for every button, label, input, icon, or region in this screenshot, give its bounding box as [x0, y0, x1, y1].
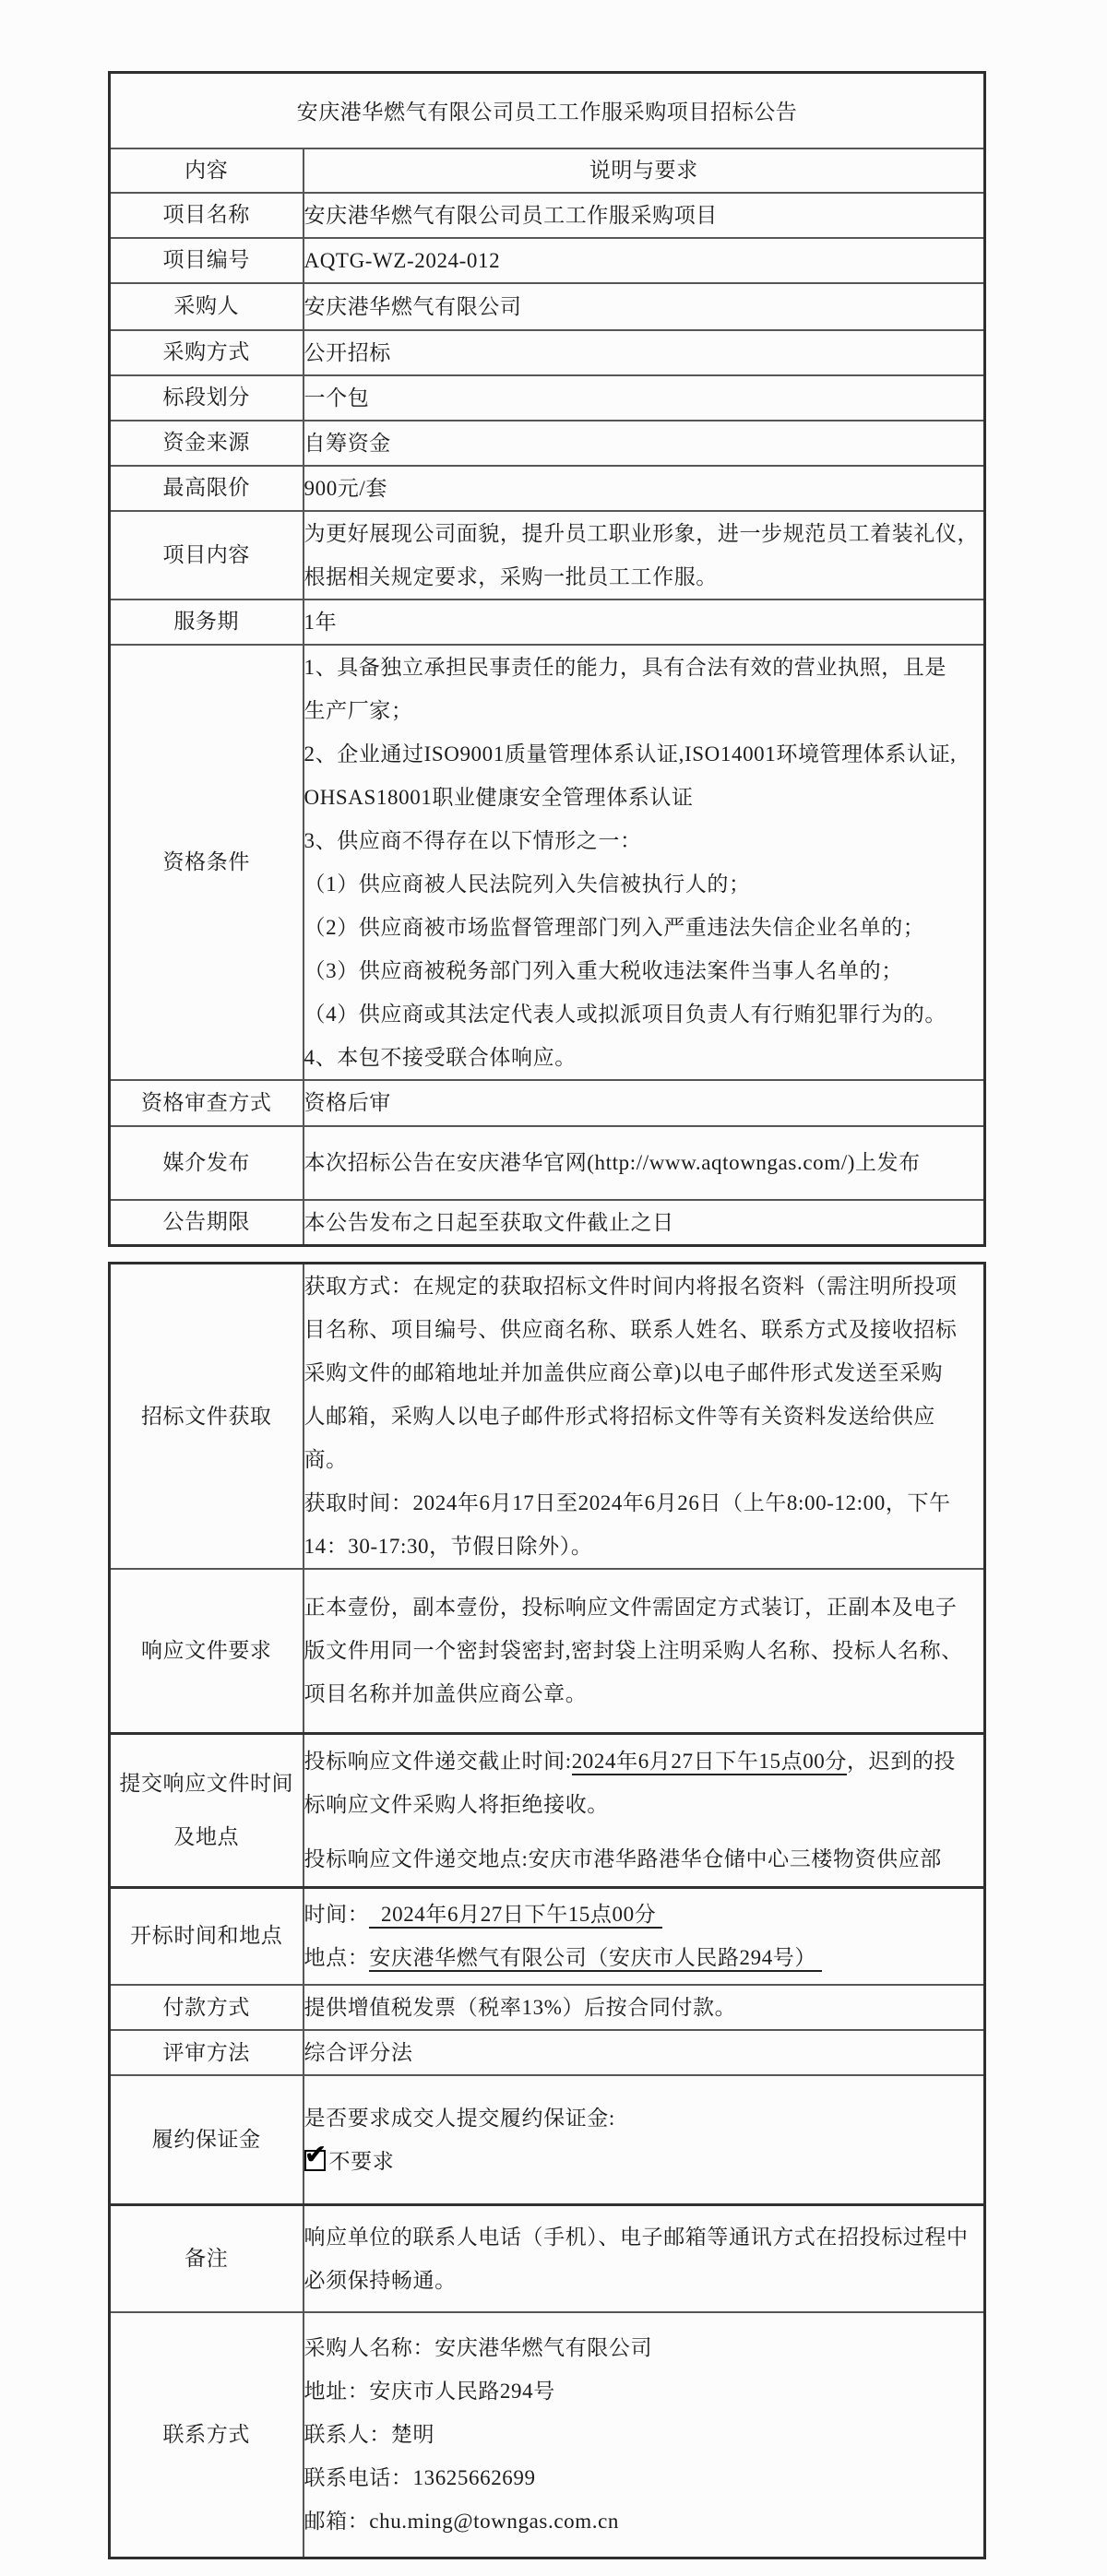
text-line: （4）供应商或其法定代表人或拟派项目负责人有行贿犯罪行为的。 — [304, 1002, 946, 1026]
text-line: 3、供应商不得存在以下情形之一： — [304, 828, 642, 852]
qualification-review-label: 资格审查方式 — [110, 1080, 304, 1126]
text-line: 900元/套 — [304, 476, 387, 500]
opening-time-label: 时间： — [304, 1903, 370, 1927]
contact-phone-line: 联系电话：13625662699 — [304, 2466, 536, 2490]
text-line: 必须保持畅通。 — [304, 2268, 457, 2292]
table-row — [110, 645, 985, 1080]
opening-place-underlined: 安庆港华燃气有限公司（安庆市人民路294号） — [369, 1946, 822, 1972]
table-row — [110, 1200, 985, 1246]
project-content-label: 项目内容 — [110, 511, 304, 599]
text-line: 获取方式：在规定的获取招标文件时间内将报名资料（需注明所投项 — [304, 1275, 958, 1298]
document-obtain-label: 招标文件获取 — [110, 1264, 304, 1570]
text-line: 根据相关规定要求，采购一批员工工作服。 — [304, 564, 718, 588]
evaluation-method-value — [304, 2030, 985, 2075]
submit-location-line: 投标响应文件递交地点:安庆市港华路港华仓储中心三楼物资供应部 — [304, 1847, 942, 1870]
text-line: 为更好展现公司面貌，提升员工职业形象，进一步规范员工着装礼仪， — [304, 521, 980, 545]
table-row — [110, 1985, 985, 2030]
contact-info-value — [304, 2312, 985, 2558]
text-line: 项目名称并加盖供应商公章。 — [304, 1682, 588, 1706]
text-line: 2、企业通过ISO9001质量管理体系认证,ISO14001环境管理体系认证, — [304, 742, 957, 766]
deadline-suffix: ，迟到的投 — [847, 1750, 957, 1773]
checked-checkbox-icon — [304, 2138, 328, 2171]
text-line: 正本壹份，副本壹份，投标响应文件需固定方式装订，正副本及电子 — [304, 1596, 958, 1620]
header-content-label: 内容 — [110, 148, 304, 193]
text-line: 提供增值税发票（税率13%）后按合同付款。 — [304, 1996, 737, 2019]
price-ceiling-value — [304, 466, 985, 511]
procurement-method-value — [304, 330, 985, 375]
text-line: 标响应文件采购人将拒绝接收。 — [304, 1793, 609, 1816]
table-row — [110, 1569, 985, 1733]
table-row — [110, 330, 985, 375]
response-requirements-label: 响应文件要求 — [110, 1569, 304, 1733]
bond-answer-line — [304, 2140, 984, 2183]
submit-time-place-label: 提交响应文件时间及地点 — [110, 1733, 304, 1887]
table-row — [110, 1887, 985, 1985]
procurement-method-label: 采购方式 — [110, 330, 304, 375]
table-row — [110, 283, 985, 330]
media-publish-value — [304, 1126, 985, 1200]
funding-source-label: 资金来源 — [110, 421, 304, 466]
project-content-value — [304, 511, 985, 599]
text-line: 资格后审 — [304, 1091, 391, 1114]
text-line: 4、本包不接受联合体响应。 — [304, 1045, 577, 1069]
table-row — [110, 148, 985, 193]
notice-period-value — [304, 1200, 985, 1246]
project-number-label: 项目编号 — [110, 238, 304, 283]
price-ceiling-label: 最高限价 — [110, 466, 304, 511]
text-line: 响应单位的联系人电话（手机）、电子邮箱等通讯方式在招投标过程中 — [304, 2225, 969, 2249]
text-line: （1）供应商被人民法院列入失信被执行人的； — [304, 872, 751, 896]
table-row — [110, 193, 985, 238]
table-row — [110, 2030, 985, 2075]
contact-address-line: 地址：安庆市人民路294号 — [304, 2380, 555, 2404]
text-line: 商。 — [304, 1448, 348, 1471]
text-line: 生产厂家； — [304, 698, 413, 722]
announcement-table-top — [108, 71, 986, 1247]
payment-method-value — [304, 1985, 985, 2030]
document-title: 安庆港华燃气有限公司员工工作服采购项目招标公告 — [110, 73, 985, 148]
qualification-review-value — [304, 1080, 985, 1126]
table-row — [110, 1126, 985, 1200]
bid-opening-label: 开标时间和地点 — [110, 1887, 304, 1985]
bond-question-line: 是否要求成交人提交履约保证金: — [304, 2106, 615, 2130]
table-row — [110, 421, 985, 466]
table-row — [110, 375, 985, 421]
table-row — [110, 599, 985, 645]
text-line: 获取时间：2024年6月17日至2024年6月26日（上午8:00-12:00，下午 — [304, 1491, 951, 1514]
evaluation-method-label: 评审方法 — [110, 2030, 304, 2075]
opening-time-line — [304, 1893, 984, 1936]
payment-method-label: 付款方式 — [110, 1985, 304, 2030]
remark-label: 备注 — [110, 2204, 304, 2312]
table-row — [110, 511, 985, 599]
submit-time-place-value — [304, 1733, 985, 1887]
table-row — [110, 238, 985, 283]
funding-source-value — [304, 421, 985, 466]
text-line: 安庆港华燃气有限公司 — [304, 294, 522, 318]
header-description-label: 说明与要求 — [304, 148, 985, 193]
purchaser-label: 采购人 — [110, 283, 304, 330]
table-row — [110, 2204, 985, 2312]
text-line: （3）供应商被税务部门列入重大税收违法案件当事人名单的； — [304, 958, 903, 982]
performance-bond-label: 履约保证金 — [110, 2075, 304, 2204]
contact-info-label: 联系方式 — [110, 2312, 304, 2558]
opening-place-line — [304, 1936, 984, 1979]
text-line: 1年 — [304, 610, 338, 634]
qualification-value — [304, 645, 985, 1080]
service-period-value — [304, 599, 985, 645]
table-row — [110, 1264, 985, 1570]
submit-deadline-line — [304, 1739, 984, 1783]
table-row — [110, 2075, 985, 2204]
text-line: 1、具备独立承担民事责任的能力，具有合法有效的营业执照，且是 — [304, 655, 946, 679]
table-row — [110, 73, 985, 148]
text-line: 本次招标公告在安庆港华官网(http://www.aqtowngas.com/)上发布 — [304, 1151, 921, 1174]
opening-place-label: 地点： — [304, 1946, 370, 1970]
project-number-value — [304, 238, 985, 283]
media-publish-label: 媒介发布 — [110, 1126, 304, 1200]
lot-division-label: 标段划分 — [110, 375, 304, 421]
text-line: 人邮箱，采购人以电子邮件形式将招标文件等有关资料发送给供应 — [304, 1405, 935, 1428]
text-line: AQTG-WZ-2024-012 — [304, 248, 501, 272]
text-line: 一个包 — [304, 386, 370, 410]
text-line: 目名称、项目编号、供应商名称、联系人姓名、联系方式及接收招标 — [304, 1318, 958, 1341]
announcement-table-bottom — [108, 1262, 986, 2559]
table-row — [110, 2312, 985, 2558]
text-line: 公开招标 — [304, 340, 391, 364]
check-mark-glyph: ✔ — [304, 2138, 328, 2171]
text-line: 综合评分法 — [304, 2041, 413, 2064]
service-period-label: 服务期 — [110, 599, 304, 645]
text-line: 版文件用同一个密封袋密封,密封袋上注明采购人名称、投标人名称、 — [304, 1639, 963, 1663]
table-row — [110, 1080, 985, 1126]
text-line: 本公告发布之日起至获取文件截止之日 — [304, 1210, 674, 1234]
table-row — [110, 1733, 985, 1887]
performance-bond-value — [304, 2075, 985, 2204]
remark-value — [304, 2204, 985, 2312]
qualification-label: 资格条件 — [110, 645, 304, 1080]
notice-period-label: 公告期限 — [110, 1200, 304, 1246]
text-line: OHSAS18001职业健康安全管理体系认证 — [304, 785, 694, 809]
text-line: 14：30-17:30，节假日除外）。 — [304, 1535, 593, 1558]
response-requirements-value — [304, 1569, 985, 1733]
purchaser-value — [304, 283, 985, 330]
bid-opening-value — [304, 1887, 985, 1985]
project-name-value — [304, 193, 985, 238]
deadline-prefix: 投标响应文件递交截止时间: — [304, 1750, 572, 1773]
lot-division-value — [304, 375, 985, 421]
bond-answer-text: 不要求 — [328, 2149, 395, 2173]
contact-email-line: 邮箱：chu.ming@towngas.com.cn — [304, 2510, 619, 2534]
document-obtain-value — [304, 1264, 985, 1570]
opening-time-underlined: 2024年6月27日下午15点00分 — [369, 1903, 661, 1929]
table-row — [110, 466, 985, 511]
project-name-label: 项目名称 — [110, 193, 304, 238]
text-line: 采购文件的邮箱地址并加盖供应商公章)以电子邮件形式发送至采购 — [304, 1361, 944, 1384]
text-line: 安庆港华燃气有限公司员工工作服采购项目 — [304, 203, 718, 227]
deadline-underlined-date: 2024年6月27日下午15点00分 — [572, 1750, 847, 1775]
contact-person-line: 联系人：楚明 — [304, 2423, 435, 2447]
text-line: 自筹资金 — [304, 431, 391, 455]
text-line: （2）供应商被市场监督管理部门列入严重违法失信企业名单的； — [304, 915, 925, 939]
contact-purchaser-line: 采购人名称：安庆港华燃气有限公司 — [304, 2336, 653, 2360]
